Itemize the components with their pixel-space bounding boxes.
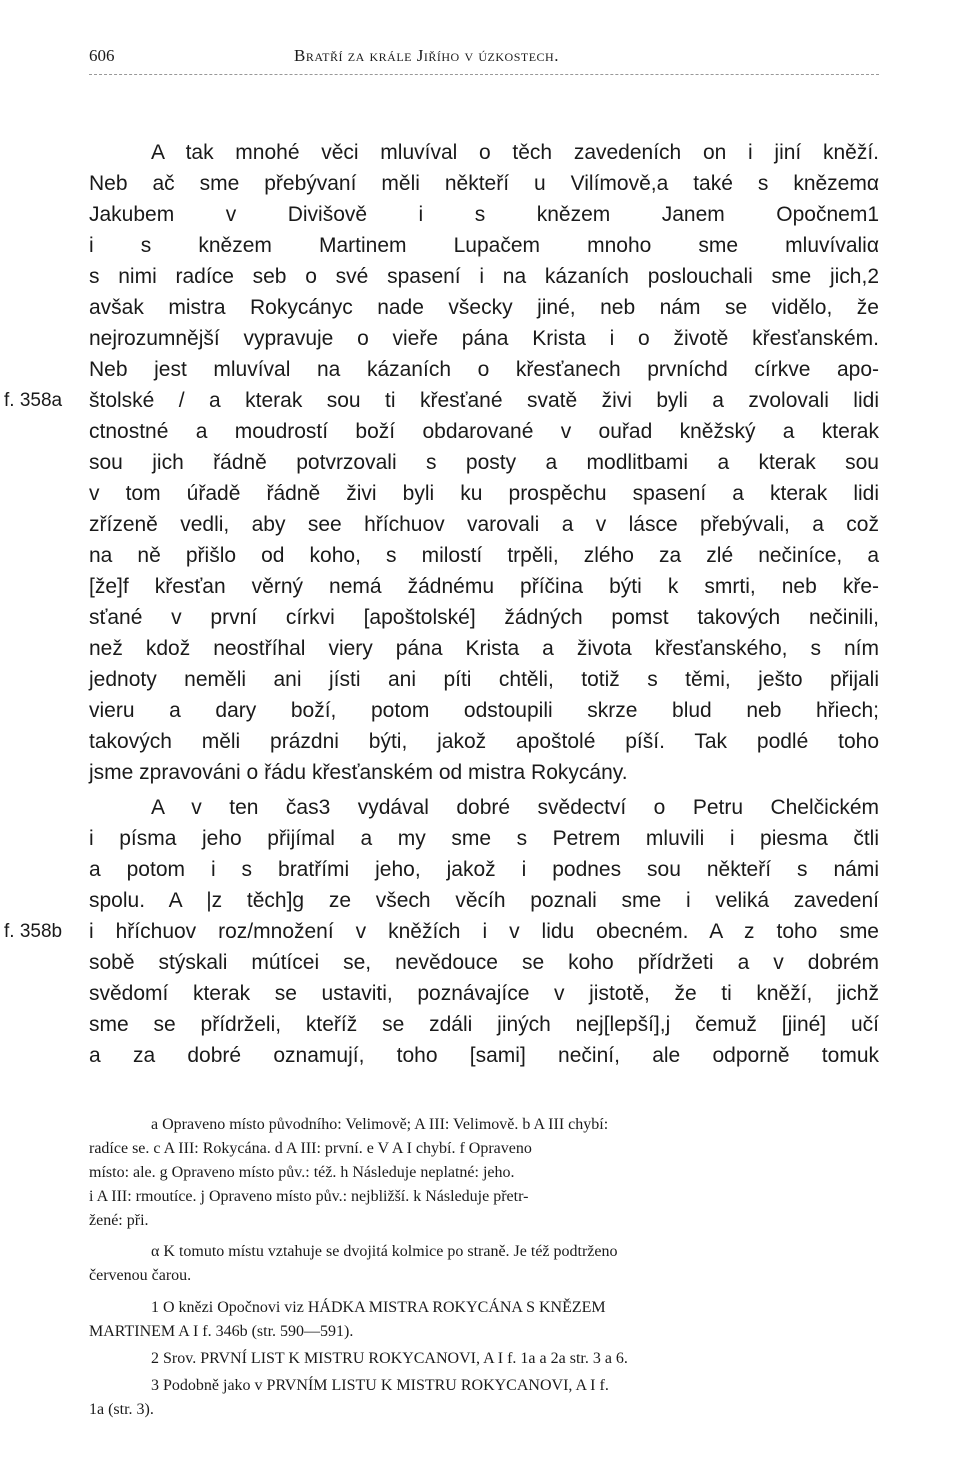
text-line: i písma jeho přijímal a my sme s Petrem mluvili i piesma čtli <box>89 827 879 850</box>
text-line: spolu. A |z těch]g ze všech věcíh poznali sme i veliká zavedení <box>89 889 879 912</box>
text-line: na ně přišlo od koho, s milostí trpěli, zlého za zlé nečiníce, a <box>89 544 879 567</box>
text-line: štolské / a kterak sou ti křesťané svatě živi byli a zvolovali lidi <box>89 389 879 412</box>
footnote-line: žené: při. <box>89 1212 149 1229</box>
text-line: sťané v první církvi [apoštolské] žádných pomst takových nečinili, <box>89 606 879 629</box>
footnote-line: 2 Srov. PRVNÍ LIST K MISTRU ROKYCANOVI, A I f. 1a a 2a str. 3 a 6. <box>151 1350 628 1367</box>
text-line: i s knězem Martinem Lupačem mnoho sme mluvívaliα <box>89 234 879 257</box>
text-line: svědomí kterak se ustaviti, poznávajíce v jistotě, že ti kněží, jichž <box>89 982 879 1005</box>
footnote-line: 1 O knězi Opočnovi viz HÁDKA MISTRA ROKYCÁNA S KNĚZEM <box>151 1299 606 1316</box>
footnote-line: α K tomuto místu vztahuje se dvojitá kolmice po straně. Je též podtrženo <box>151 1243 618 1260</box>
running-head: Bratří za krále Jiřího v úzkostech. <box>294 46 559 65</box>
footnote-line: místo: ale. g Opraveno místo pův.: též. h Následuje neplatné: jeho. <box>89 1164 515 1181</box>
text-line: sou jich řádně potvrzovali s posty a modlitbami a kterak sou <box>89 451 879 474</box>
text-line: jednoty neměli ani jísti ani píti chtěli, totiž s těmi, ješto přijali <box>89 668 879 691</box>
margin-folio-note: f. 358b <box>4 921 63 942</box>
text-line: a potom i s bratřími jeho, jakož i podnes sou někteří s námi <box>89 858 879 881</box>
text-line: ctnostné a moudrostí boží obdarované v ouřad kněžský a kterak <box>89 420 879 443</box>
text-line: zřízeně vedli, aby see hříchuov varovali a v lásce přebývali, a což <box>89 513 879 536</box>
footnote-line: červenou čarou. <box>89 1267 192 1284</box>
text-line: sobě stýskali mútícei se, nevědouce se koho přídržeti a v dobrém <box>89 951 879 974</box>
text-line: nejrozumnější vypravuje o vieře pána Krista i o životě křesťanském. <box>89 327 879 350</box>
text-line: Jakubem v Divišově i s knězem Janem Opočnem1 <box>89 203 879 226</box>
footnote-line: MARTINEM A I f. 346b (str. 590—591). <box>89 1323 354 1340</box>
text-line: i hříchuov roz/množení v kněžích i v lidu obecném. A z toho sme <box>89 920 879 943</box>
footnote-line: a Opraveno místo původního: Velimově; A III: Velimově. b A III chybí: <box>151 1116 609 1133</box>
text-line: [že]f křesťan věrný nemá žádnému příčina býti k smrti, neb kře- <box>89 575 879 598</box>
footnote-line: i A III: rmoutíce. j Opraveno místo pův.: nejbližší. k Následuje přetr- <box>89 1188 529 1205</box>
text-line: vieru a dary boží, potom odstoupili skrze blud neb hřiech; <box>89 699 879 722</box>
footnote-line: 1a (str. 3). <box>89 1401 154 1418</box>
text-line: A tak mnohé věci mluvíval o těch zavedeních on i jiní kněží. <box>151 141 879 164</box>
footnote-line: radíce se. c A III: Rokycána. d A III: první. e V A I chybí. f Opraveno <box>89 1140 532 1157</box>
text-line: avšak mistra Rokycányc nade všecky jiné, neb nám se vidělo, že <box>89 296 879 319</box>
text-line: s nimi radíce seb o své spasení i na kázaních poslouchali sme jich,2 <box>89 265 879 288</box>
text-line: takových měli prázdni býti, jakož apoštolé píší. Tak podlé toho <box>89 730 879 753</box>
text-line: sme se přídrželi, kteříž se zdáli jiných nej[lepší],j čemuž [jiné] učí <box>89 1013 879 1036</box>
text-line: jsme zpravováni o řádu křesťanském od mistra Rokycány. <box>89 761 628 784</box>
footnote-line: 3 Podobně jako v PRVNÍM LISTU K MISTRU ROKYCANOVI, A I f. <box>151 1377 609 1394</box>
header-rule <box>89 74 879 75</box>
text-line: Neb jest mluvíval na kázaních o křesťanech prvníchd církve apo- <box>89 358 879 381</box>
page-header <box>89 46 879 76</box>
text-line: v tom úřadě řádně živi byli ku prospěchu spasení a kterak lidi <box>89 482 879 505</box>
text-line: než kdož neostříhal viery pána Krista a života křesťanského, s ním <box>89 637 879 660</box>
text-line: A v ten čas3 vydával dobré svědectví o Petru Chelčickém <box>151 796 879 819</box>
text-line: a za dobré oznamují, toho [sami] nečiní, ale odporně tomuk <box>89 1044 879 1067</box>
text-line: Neb ač sme přebývaní měli někteří u Vilímově,a také s knězemα <box>89 172 879 195</box>
margin-folio-note: f. 358a <box>4 390 63 411</box>
page-number: 606 <box>89 46 115 65</box>
